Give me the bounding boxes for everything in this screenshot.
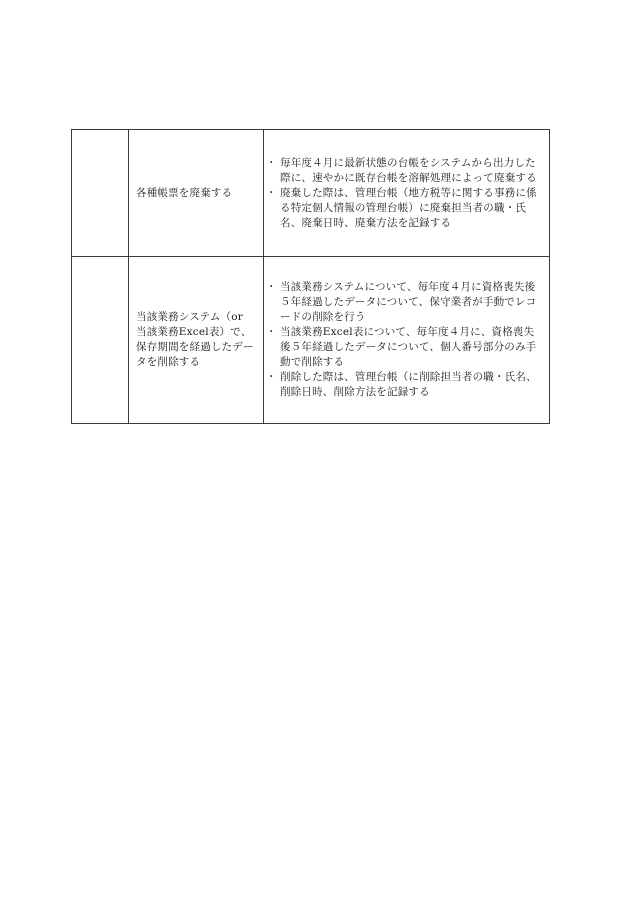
detail-list: [270, 156, 545, 231]
table-row: [72, 130, 550, 257]
disposal-procedure-table: [71, 129, 550, 424]
detail-list: [270, 280, 545, 400]
detail-cell: [264, 130, 550, 257]
row-label-cell: [72, 130, 129, 257]
list-item: ・ 当該業務システムについて、毎年度４月に資格喪失後５年経過したデータについて、保守業者が手動でレコードの削除を行う: [270, 280, 545, 325]
list-item: ・ 当該業務Excel表について、毎年度４月に、資格喪失後５年経過したデータについて、個人番号部分のみ手動で削除する: [270, 325, 545, 370]
table-row: [72, 257, 550, 424]
list-item: ・ 廃棄した際は、管理台帳（地方税等に関する事務に係る特定個人情報の管理台帳）に廃棄担当者の職・氏名、廃棄日時、廃棄方法を記録する: [270, 186, 545, 231]
row-label-cell: [72, 257, 129, 424]
list-item: ・ 削除した際は、管理台帳（に削除担当者の職・氏名、削除日時、削除方法を記録する: [270, 370, 545, 400]
list-item: ・ 毎年度４月に最新状態の台帳をシステムから出力した際に、速やかに既存台帳を溶解処理によって廃棄する: [270, 156, 545, 186]
action-cell: 当該業務システム（or 当該業務Excel表）で、保存期間を経過したデータを削除する: [129, 257, 264, 424]
action-cell: 各種帳票を廃棄する: [129, 130, 264, 257]
detail-cell: [264, 257, 550, 424]
